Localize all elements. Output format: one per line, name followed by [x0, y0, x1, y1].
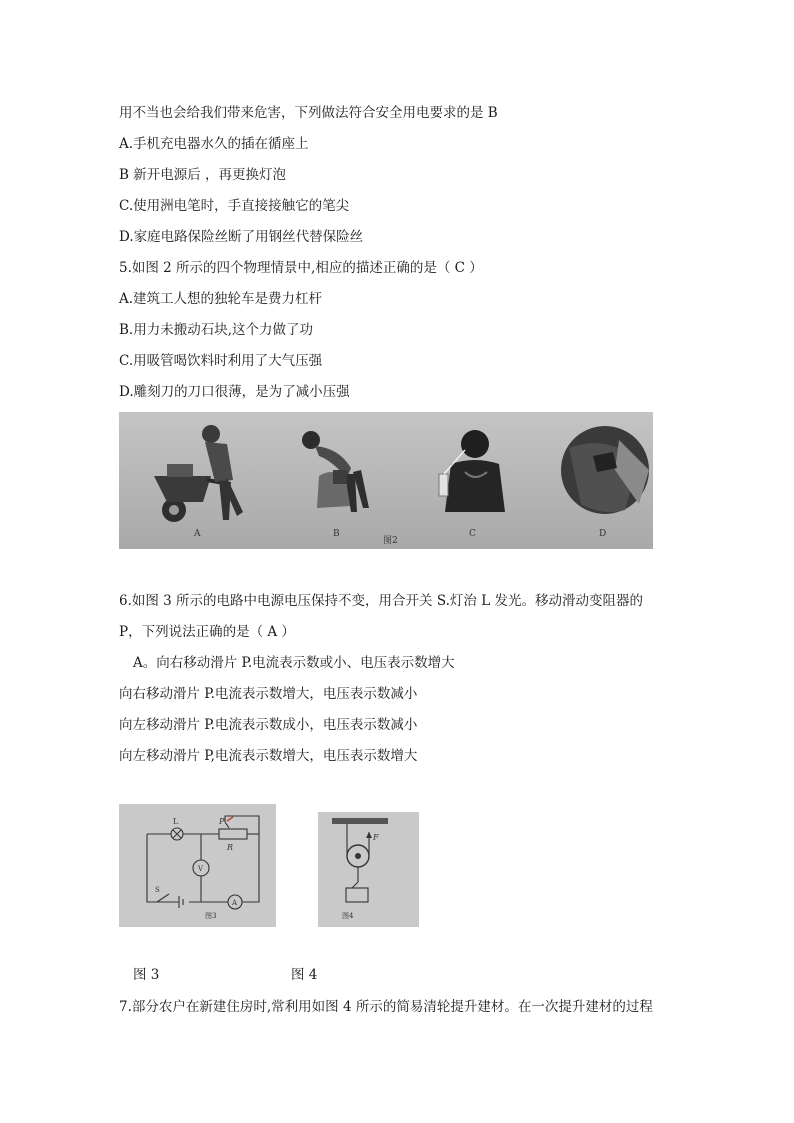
text-line-2: A.手机充电器水久的插在循座上	[119, 136, 309, 152]
ceiling-beam-icon	[332, 818, 388, 824]
q6-option-d: 向左移动滑片 P,电流表示数增大，电压表示数增大	[119, 748, 418, 764]
figure-3-caption: 图 3	[133, 967, 160, 983]
slider-arrow-icon	[225, 822, 229, 828]
pulley-wheel-icon	[347, 845, 369, 867]
force-label: F	[373, 833, 379, 842]
question-5: 5.如图 2 所示的四个物理情景中,相应的描述正确的是（ C ）	[119, 260, 483, 276]
panel-label-b: B	[333, 529, 340, 539]
circuit-diagram	[119, 804, 276, 927]
carving-knife-scene	[561, 426, 649, 514]
text-line-4: C.使用洲电笔时，手直接接触它的笔尖	[119, 198, 350, 214]
load-block-icon	[346, 888, 368, 902]
text-line-5: D.家庭电路保险丝断了用钢丝代替保险丝	[119, 229, 364, 245]
voltmeter-label: V	[198, 865, 204, 873]
lamp-label: L	[173, 817, 179, 826]
figure-4-caption: 图 4	[291, 967, 318, 983]
q5-option-d: D.雕刻刀的刀口很薄，是为了减小压强	[119, 384, 350, 400]
pulley-diagram	[318, 812, 419, 927]
q5-option-b: B.用力未搬动石块,这个力做了功	[119, 322, 314, 338]
panel-label-a: A	[194, 529, 201, 539]
q6-option-a: A。向右移动滑片 P.电流表示数或小、电压表示数增大	[133, 655, 455, 671]
q5-option-a: A.建筑工人想的独轮车是费力杠杆	[119, 291, 323, 307]
text-line-3: B 新开电源后 ，再更换灯泡	[119, 167, 287, 183]
question-7: 7.部分农户在新建住房时,常利用如图 4 所示的简易清轮提升建材。在一次提升建材的过程	[119, 999, 653, 1015]
resistor-label: R	[227, 843, 234, 852]
figure-4-inner-caption: 图4	[342, 912, 354, 920]
force-arrow-icon	[366, 832, 372, 838]
text-line-1: 用不当也会给我们带来危害，下列做法符合安全用电要求的是 B	[119, 105, 498, 121]
figure-3-circuit	[119, 804, 276, 927]
slider-mark-icon	[227, 817, 233, 821]
lamp-icon	[171, 828, 183, 840]
ammeter-label: A	[232, 899, 238, 907]
figure-2-caption: 图2	[383, 536, 398, 546]
figure-3-inner-caption: 图3	[205, 912, 217, 920]
resistor-icon	[219, 829, 247, 839]
q6-option-b: 向右移动滑片 P.电流表示数增大，电压表示数减小	[119, 686, 418, 702]
figure-2-illustrations	[119, 412, 653, 549]
question-6-cont: P，下列说法正确的是（ A ）	[119, 624, 295, 640]
slider-label: P	[219, 817, 225, 826]
question-6: 6.如图 3 所示的电路中电源电压保持不变，用合开关 S.灯治 L 发光。移动滑动变阻器的	[119, 593, 643, 609]
figure-2-photo	[119, 412, 653, 549]
switch-label: S	[155, 886, 160, 894]
q5-option-c: C.用吸管喝饮料时利用了大气压强	[119, 353, 323, 369]
panel-label-c: C	[469, 529, 476, 539]
figure-4-pulley	[318, 812, 419, 927]
q6-option-c: 向左移动滑片 P.电流表示数成小，电压表示数减小	[119, 717, 418, 733]
panel-label-d: D	[599, 529, 607, 539]
